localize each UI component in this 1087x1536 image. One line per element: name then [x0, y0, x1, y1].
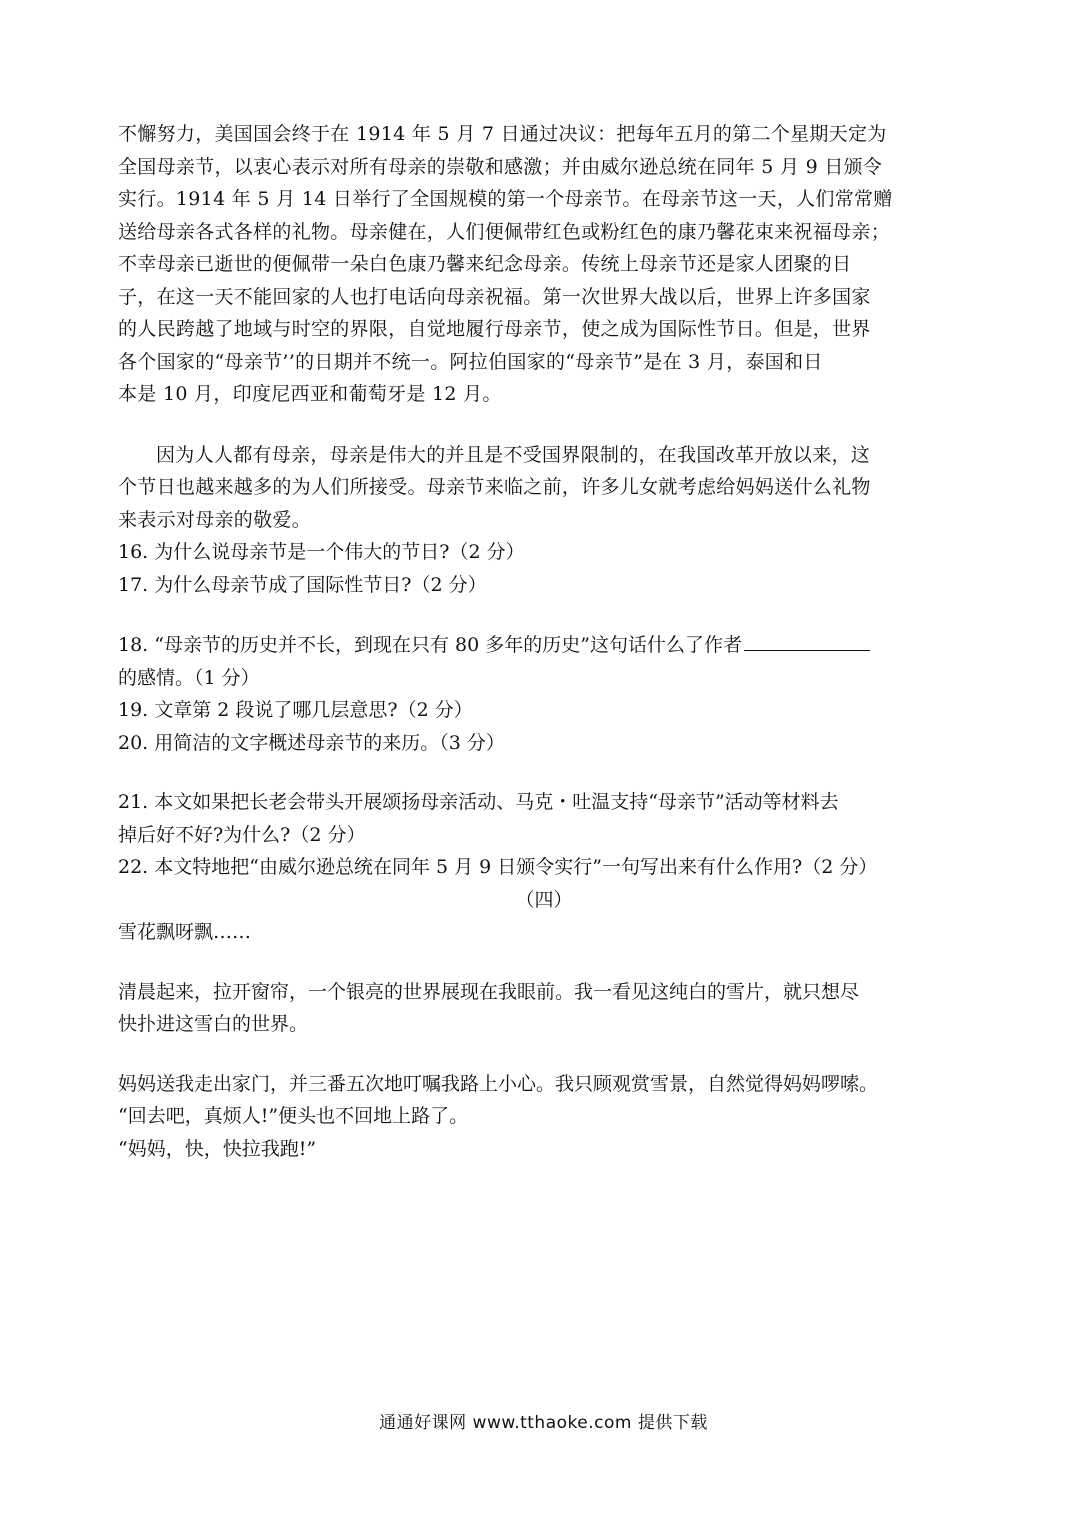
text-line: 的人民跨越了地域与时空的界限，自觉地履行母亲节，使之成为国际性节日。但是，世界 [118, 318, 871, 340]
story-line: 清晨起来，拉开窗帘，一个银亮的世界展现在我眼前。我一看见这纯白的雪片，就只想尽 [118, 980, 860, 1003]
question-16: 16. 为什么说母亲节是一个伟大的节日?（2 分） [118, 541, 525, 563]
text-line: 因为人人都有母亲，母亲是伟大的并且是不受国界限制的，在我国改革开放以来，这 [156, 443, 871, 466]
text-line: 来表示对母亲的敬爱。 [118, 508, 312, 531]
answer-blank [744, 628, 870, 651]
question-19: 19. 文章第 2 段说了哪几层意思?（2 分） [118, 699, 473, 721]
text-line: 送给母亲各式各样的礼物。母亲健在，人们便佩带红色或粉红色的康乃馨花束来祝福母亲； [118, 220, 891, 243]
section-heading: （四） [515, 888, 573, 911]
story-line: “回去吧，真烦人!”便头也不回地上路了。 [118, 1105, 469, 1127]
question-21-line: 21. 本文如果把长老会带头开展颂扬母亲活动、马克・吐温支持“母亲节”活动等材料去 [118, 791, 839, 813]
text-line: 各个国家的“母亲节’’的日期并不统一。阿拉伯国家的“母亲节”是在 3 月，泰国和日 [118, 350, 823, 373]
story-line: “妈妈，快，快拉我跑!” [118, 1137, 317, 1160]
text-line: 子，在这一天不能回家的人也打电话向母亲祝福。第一次世界大战以后，世界上许多国家 [118, 285, 871, 308]
question-20: 20. 用简洁的文字概述母亲节的来历。（3 分） [118, 731, 505, 754]
document-page [118, 118, 970, 1165]
text-line: 不幸母亲已逝世的便佩带一朵白色康乃馨来纪念母亲。传统上母亲节还是家人团聚的日 [118, 253, 852, 275]
story-paragraph [118, 1068, 970, 1133]
text-line: 个节日也越来越多的为人们所接受。母亲节来临之前，许多儿女就考虑给妈妈送什么礼物 [118, 476, 871, 498]
question-21 [118, 786, 970, 851]
question-17: 17. 为什么母亲节成了国际性节日?（2 分） [118, 573, 487, 596]
text-line: 不懈努力，美国国会终于在 1914 年 5 月 7 日通过决议：把每年五月的第二个星期天定为 [118, 123, 887, 145]
question-18-text: 18. “母亲节的历史并不长，到现在只有 80 多年的历史”这句话什么了作者 [118, 634, 742, 656]
paragraph-china-acceptance [118, 439, 970, 537]
question-21-line: 掉后好不好?为什么?（2 分） [118, 823, 366, 846]
question-18-line: 的感情。（1 分） [118, 666, 260, 689]
paragraph-mothers-day-history [118, 118, 970, 411]
story-paragraph [118, 976, 970, 1041]
story-line: 妈妈送我走出家门，并三番五次地叮嘱我路上小心。我只顾观赏雪景，自然觉得妈妈啰嗦。 [118, 1072, 879, 1095]
text-line: 全国母亲节，以衷心表示对所有母亲的崇敬和感激；并由威尔逊总统在同年 5 月 9 日颁令 [118, 155, 883, 178]
text-line: 实行。1914 年 5 月 14 日举行了全国规模的第一个母亲节。在母亲节这一天，人们常常赠 [118, 188, 893, 210]
question-22: 22. 本文特地把“由威尔逊总统在同年 5 月 9 日颁令实行”一句写出来有什么作用?（2 分） [118, 856, 878, 878]
question-18-line [118, 628, 970, 662]
story-line: 快扑进这雪白的世界。 [118, 1013, 309, 1035]
story-line: 雪花飘呀飘…… [118, 921, 252, 943]
text-line: 本是 10 月，印度尼西亚和葡萄牙是 12 月。 [118, 383, 502, 405]
question-18 [118, 628, 970, 694]
footer-source: 通通好课网 www.tthaoke.com 提供下载 [379, 1413, 708, 1433]
